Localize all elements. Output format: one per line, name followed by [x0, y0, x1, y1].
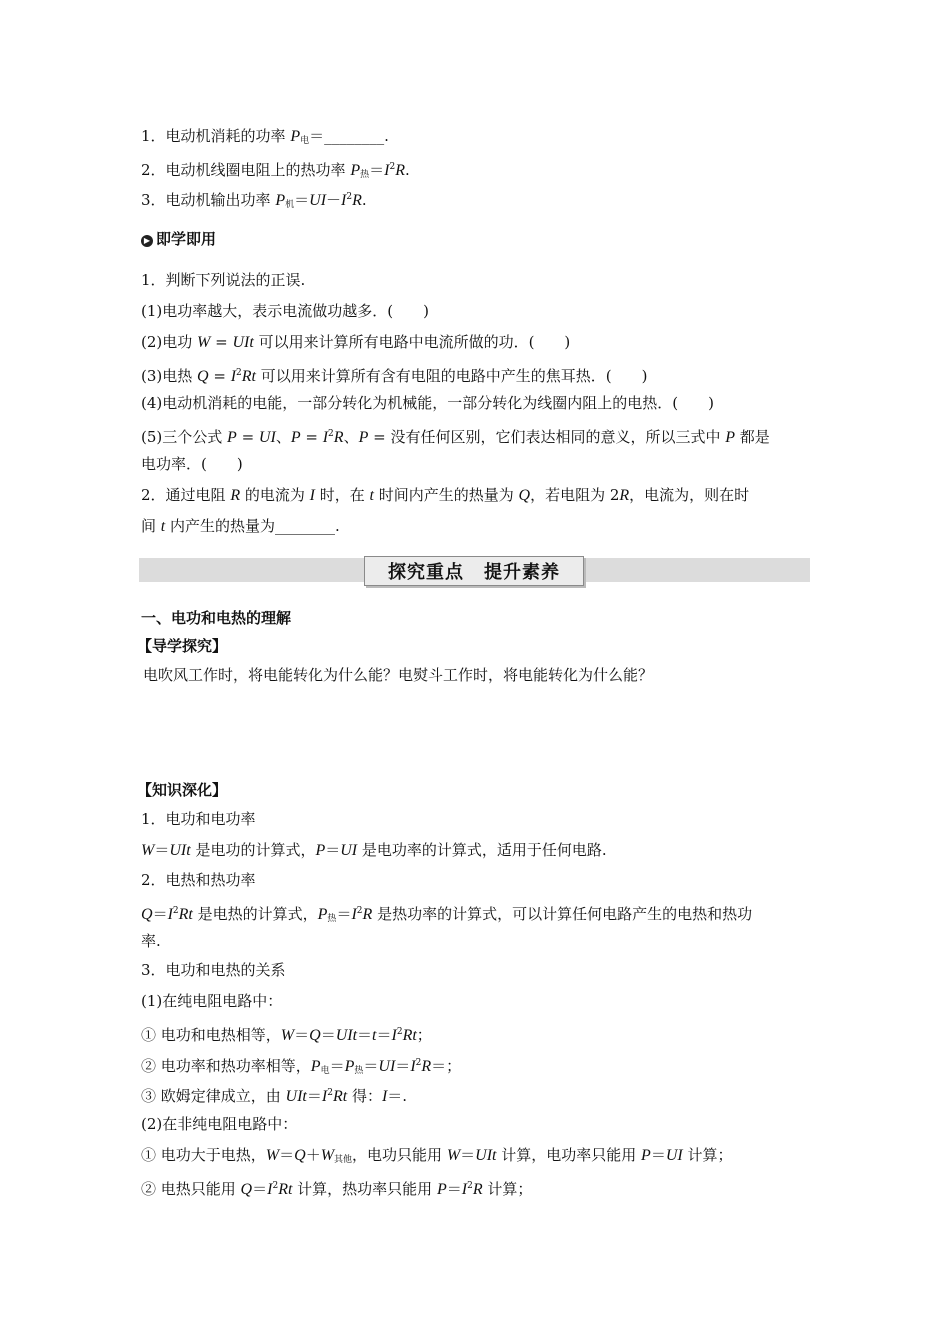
equals: ＝: [279, 1146, 295, 1164]
var-q: Q: [240, 1181, 253, 1198]
nonpure-point-2: [141, 1176, 811, 1200]
superscript: 2: [415, 1058, 422, 1068]
question-text: 2．通过电阻: [141, 486, 231, 504]
subscript: 热: [354, 1066, 364, 1076]
equals: ＝: [294, 191, 310, 209]
var-uit: UIt: [169, 842, 191, 859]
question-text: 1．判断下列说法的正误.: [141, 271, 306, 289]
superscript: 2: [328, 429, 334, 439]
var-p: P: [310, 1058, 321, 1075]
pure-point-3: [141, 1083, 811, 1107]
body-text: 计算；: [682, 1146, 733, 1164]
body-text: 计算，热功率只能用: [292, 1180, 437, 1198]
knowledge-1-title: [141, 809, 811, 829]
var-p: P: [436, 1181, 447, 1198]
var-p: P: [641, 1147, 651, 1164]
question-text: ，电流为，则在时: [629, 486, 750, 504]
judge-text: (1)电功率越大，表示电流做功越多．( ): [141, 302, 429, 320]
body-text: 是热功率的计算式，可以计算任何电路产生的电热和热功: [372, 905, 753, 923]
var-p: P: [290, 429, 301, 446]
var-p: P: [350, 162, 361, 179]
banner-left-text: 探究重点: [388, 562, 464, 583]
item-number: 2．: [141, 161, 166, 179]
knowledge-3-title: [141, 960, 811, 980]
var-uit: UIt: [232, 334, 254, 351]
subscript: 机: [285, 200, 295, 210]
question-text: 间: [141, 517, 161, 535]
knowledge-1-body: [141, 840, 811, 861]
var-ui: UI: [665, 1147, 683, 1164]
section-title-text: 一、电功和电热的理解: [141, 609, 292, 627]
body-text: ；: [416, 1026, 432, 1044]
superscript: 2: [236, 368, 242, 378]
question-1: [141, 270, 811, 290]
question-text: 电吹风工作时，将电能转化为什么能？电熨斗工作时，将电能转化为什么能？: [143, 666, 654, 684]
equals: ＝: [395, 1057, 411, 1075]
label-text: 【导学探究】: [137, 637, 228, 655]
question-text: 时间内产生的热量为: [373, 486, 519, 504]
question-2: [141, 485, 811, 506]
body-text: 计算；: [482, 1180, 533, 1198]
equals: =: [236, 428, 259, 446]
superscript: 2: [356, 906, 363, 916]
var-p: P: [358, 429, 369, 446]
subheading-text: 3．电功和电热的关系: [141, 961, 286, 979]
intro-item-2: [141, 157, 811, 185]
judge-text: (5)三个公式: [141, 428, 223, 446]
equals: ＝: [357, 1026, 373, 1044]
plus: ＋: [305, 1146, 321, 1164]
question-text: 的电流为: [240, 486, 310, 504]
var-i: I: [391, 1027, 397, 1044]
period: .: [404, 161, 410, 179]
judge-text: 可以用来计算所有电路中电流所做的功．( ): [253, 333, 571, 351]
var-r: R: [352, 192, 362, 209]
banner-right-text: 提升素养: [484, 562, 560, 583]
section-title: [141, 608, 811, 628]
item-number: 1．: [141, 127, 166, 145]
intro-item-1: [141, 126, 811, 151]
var-rt: Rt: [332, 1088, 348, 1105]
var-r: R: [395, 162, 405, 179]
subscript: 热: [360, 170, 370, 180]
body-text: 得：: [347, 1087, 382, 1105]
var-r: R: [230, 487, 241, 504]
equals: ＝: [320, 1026, 336, 1044]
judge-2: [141, 332, 811, 353]
var-t: t: [369, 487, 374, 504]
var-i: I: [351, 906, 357, 923]
subscript: 其他: [334, 1155, 353, 1165]
section-banner: [364, 556, 584, 586]
minus: －: [326, 191, 342, 209]
equals: ＝: [336, 905, 352, 923]
question-text: 时，在: [314, 486, 370, 504]
superscript: 2: [467, 1181, 473, 1191]
body-text: ，电功只能用: [352, 1146, 447, 1164]
var-t: t: [160, 518, 166, 535]
var-i: I: [167, 906, 173, 923]
var-p: P: [275, 192, 286, 209]
var-w: W: [446, 1147, 461, 1164]
judge-3: [141, 363, 811, 387]
var-ui: UI: [309, 192, 327, 209]
equals: =: [368, 428, 391, 446]
var-i: I: [341, 192, 347, 209]
equals: ＝: [306, 1087, 322, 1105]
var-p: P: [315, 842, 326, 859]
play-icon: ▶: [141, 235, 153, 247]
nonpure-point-1: [141, 1145, 811, 1170]
var-i: I: [384, 162, 390, 179]
var-ui: UI: [340, 842, 358, 859]
equals: ＝: [294, 1026, 310, 1044]
equals: ＝: [460, 1146, 476, 1164]
var-rt: Rt: [402, 1027, 417, 1044]
judge-4: [141, 393, 811, 413]
body-text: 率.: [141, 932, 161, 950]
knowledge-2-cont: [141, 931, 811, 951]
equals: ＝: [325, 841, 341, 859]
var-q: Q: [197, 368, 209, 385]
var-i: I: [381, 1088, 388, 1105]
knowledge-2-body: [141, 901, 811, 929]
superscript: 2: [327, 1088, 333, 1098]
var-q: Q: [141, 906, 153, 923]
judge-text: (4)电动机消耗的电能，一部分转化为机械能，一部分转化为线圈内阻上的电热．( ): [141, 394, 714, 412]
var-r: R: [362, 906, 373, 923]
equals: ＝: [252, 1180, 268, 1198]
body-text: ① 电功大于电热，: [141, 1146, 266, 1164]
var-p: P: [227, 429, 237, 446]
var-p: P: [290, 128, 301, 145]
judge-text: 电功率．( ): [141, 455, 243, 473]
superscript: 2: [346, 192, 353, 202]
subscript: 电: [320, 1066, 330, 1076]
equals: ＝: [329, 1057, 345, 1075]
var-ui: UI: [378, 1058, 396, 1075]
body-text: ① 电功和电热相等，: [141, 1026, 281, 1044]
var-i: I: [267, 1181, 273, 1198]
equals: ＝: [446, 1180, 462, 1198]
var-p: P: [344, 1058, 355, 1075]
var-w: W: [265, 1147, 280, 1164]
equals: ＝: [376, 1026, 392, 1044]
equals: ＝: [309, 127, 325, 145]
equals: ＝: [369, 161, 385, 179]
var-i: I: [321, 1088, 328, 1105]
knowledge-2-title: [141, 870, 811, 890]
equals: ＝: [154, 841, 170, 859]
equals: ＝: [363, 1057, 379, 1075]
body-text: (2)在非纯电阻电路中：: [141, 1115, 298, 1133]
var-i: I: [461, 1181, 468, 1198]
var-w: W: [280, 1027, 295, 1044]
equals: ＝: [650, 1146, 666, 1164]
body-text: 是电功的计算式，: [190, 841, 316, 859]
body-text: ③ 欧姆定律成立，由: [141, 1087, 286, 1105]
subheading-text: 2．电热和热功率: [141, 871, 256, 889]
judge-text: 都是: [735, 428, 770, 446]
judge-1: [141, 301, 811, 321]
var-q: Q: [309, 1027, 321, 1044]
superscript: 2: [172, 906, 179, 916]
var-r: R: [333, 429, 344, 446]
var-p: P: [725, 429, 736, 446]
separator: 、: [275, 428, 291, 446]
var-w: W: [141, 842, 155, 859]
subscript: 电: [300, 136, 310, 146]
answer-blank: ________: [275, 517, 336, 535]
var-rt: Rt: [178, 906, 193, 923]
pure-point-1: [141, 1022, 811, 1046]
label-text: 【知识深化】: [137, 781, 228, 799]
judge-text: (3)电热: [141, 367, 193, 385]
judge-5: [141, 424, 811, 448]
superscript: 2: [389, 162, 396, 172]
judge-text: 可以用来计算所有含有电阻的电路中产生的焦耳热．( ): [255, 367, 648, 385]
separator: 、: [343, 428, 359, 446]
item-text: 电动机输出功率: [165, 191, 276, 209]
var-i: I: [230, 368, 237, 385]
var-rt: Rt: [241, 368, 256, 385]
pure-point-2: [141, 1053, 811, 1081]
deep-label: [137, 780, 807, 800]
body-text: 计算，电功率只能用: [496, 1146, 642, 1164]
var-i: I: [410, 1058, 416, 1075]
equals: =: [210, 333, 233, 351]
guide-label: [137, 636, 807, 656]
question-2-cont: [141, 516, 811, 537]
body-text: ＝；: [431, 1057, 462, 1075]
var-w: W: [320, 1147, 335, 1164]
nonpure-resistor-title: [141, 1114, 811, 1134]
body-text: ＝.: [387, 1087, 408, 1105]
body-text: 是电热的计算式，: [192, 905, 318, 923]
var-r: R: [472, 1181, 483, 1198]
var-w: W: [197, 334, 211, 351]
var-r: R: [421, 1058, 432, 1075]
var-t: t: [372, 1027, 377, 1044]
question-text: ，若电阻为 2: [530, 486, 620, 504]
var-r: R: [619, 487, 630, 504]
var-uit: UIt: [475, 1147, 497, 1164]
period: .: [361, 191, 367, 209]
var-q: Q: [518, 487, 531, 504]
judge-text: (2)电功: [141, 333, 193, 351]
body-text: (1)在纯电阻电路中：: [141, 992, 283, 1010]
period: .: [384, 127, 389, 145]
period: .: [335, 517, 340, 535]
answer-blank: ________: [324, 127, 385, 145]
body-text: ② 电功率和热功率相等，: [141, 1057, 311, 1075]
var-uit: UIt: [285, 1088, 307, 1105]
heading-text: 即学即用: [156, 230, 217, 248]
question-text: 内产生的热量为: [165, 517, 276, 535]
var-i: I: [322, 429, 329, 446]
superscript: 2: [396, 1027, 403, 1037]
var-i: I: [309, 487, 315, 504]
intro-item-3: [141, 187, 811, 215]
item-text: 电动机消耗的功率: [165, 127, 291, 145]
var-rt: Rt: [278, 1181, 293, 1198]
body-text: ② 电热只能用: [141, 1180, 241, 1198]
judge-5-cont: [141, 454, 811, 474]
subscript: 热: [327, 914, 337, 924]
guide-question: [143, 665, 813, 685]
var-q: Q: [294, 1147, 306, 1164]
superscript: 2: [272, 1181, 279, 1191]
body-text: 是电功率的计算式，适用于任何电路.: [357, 841, 607, 859]
equals: ＝: [152, 905, 168, 923]
subheading-text: 1．电功和电功率: [141, 810, 256, 828]
quick-practice-heading: [141, 229, 811, 249]
pure-resistor-title: [141, 991, 811, 1011]
equals: =: [300, 428, 323, 446]
judge-text: 没有任何区别，它们表达相同的意义，所以三式中: [390, 428, 726, 446]
equals: =: [208, 367, 231, 385]
var-uit: UIt: [335, 1027, 358, 1044]
item-text: 电动机线圈电阻上的热功率: [165, 161, 351, 179]
var-ui: UI: [258, 429, 276, 446]
var-p: P: [317, 906, 328, 923]
item-number: 3．: [141, 191, 166, 209]
